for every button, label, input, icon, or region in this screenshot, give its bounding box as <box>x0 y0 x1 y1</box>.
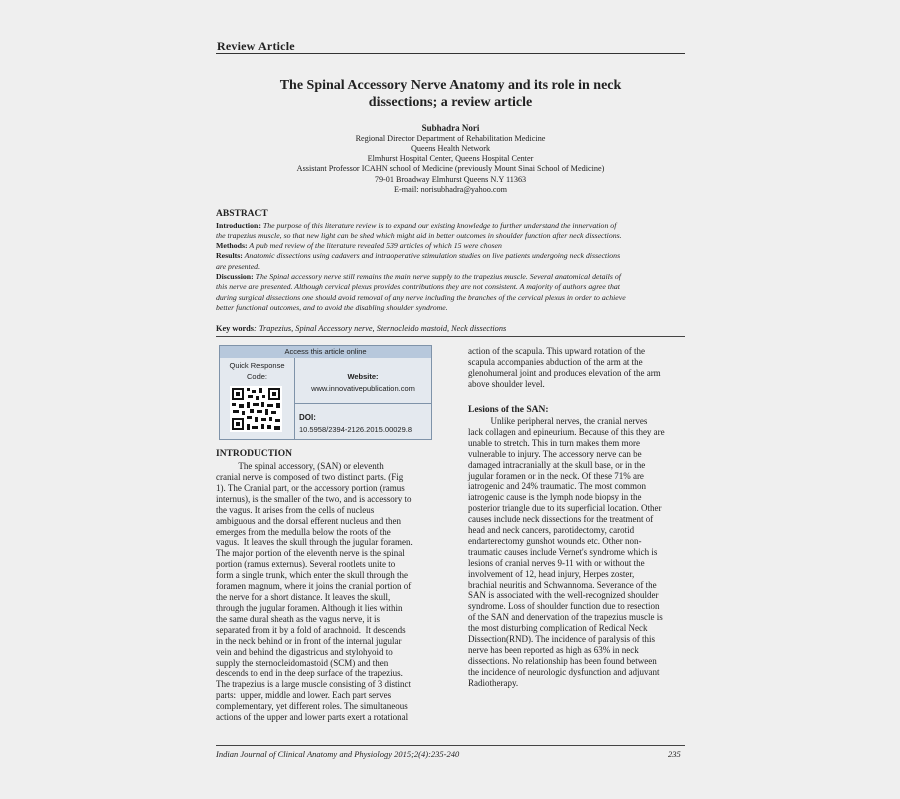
body-text-line: vein and behind the digastricus and stylohyoid to <box>216 646 393 657</box>
keywords-divider <box>216 336 685 337</box>
body-text-line: scapula accompanies abduction of the arm at the <box>468 356 643 367</box>
abstract-line: during surgical dissections one should avoid removal of any nerve including the branches of the cervical plexus in order to achieve <box>216 293 626 302</box>
body-text-line: unable to stretch. This in turn makes them more <box>468 437 641 448</box>
body-text-line: internus), is the smaller of the two, and is accessory to <box>216 493 412 504</box>
body-text-line: iatrogenic cause is the lymph node biopsy in the <box>468 492 642 503</box>
website-link[interactable]: www.innovativepublication.com <box>311 384 415 393</box>
body-text-line: vagus. It leaves the skull through the jugular foramen. <box>216 537 413 548</box>
body-text-line: traumatic causes include Vernet's syndrome which is <box>468 546 658 557</box>
body-text-line: nerve has been reported as high as 63% in neck <box>468 644 639 655</box>
body-text-line: The spinal accessory, (SAN) or eleventh <box>216 461 384 471</box>
body-text-line: the same dural sheath as the vagus nerve, it is <box>216 613 380 624</box>
abstract-line: Discussion: The Spinal accessory nerve still remains the main nerve supply to the trapezius muscle. Several anatomical details of <box>216 272 621 281</box>
body-text-line: syndrome. Loss of shoulder function due to resection <box>468 601 660 612</box>
lesions-heading: Lesions of the SAN: <box>468 405 549 415</box>
access-article-box <box>219 345 432 440</box>
abstract-line: better functional outcomes, and to avoid the disabling shoulder syndrome. <box>216 303 448 312</box>
body-text-line: complementary, yet different roles. The simultaneous <box>216 701 408 712</box>
body-text-line: Dissection(RND). The incidence of paralysis of this <box>468 634 656 644</box>
qr-label: Quick Response Code: <box>229 361 285 381</box>
body-text-line: the incidence of neurologic dysfunction and adjuvant <box>468 666 660 677</box>
body-text-line: the most disturbing complication of Redical Neck <box>468 623 648 634</box>
body-text-line: involvement of 12, head injury, Herpes zoster, <box>468 568 635 579</box>
body-text-line: glenohumeral joint and produces elevation of the arm <box>468 367 661 378</box>
body-text-line: jugular foramen or in the neck. Of these 71% are <box>468 470 644 481</box>
body-text-line: damaged intracranially at the skull base, or in the <box>468 459 646 470</box>
body-text-line: in the neck behind or in front of the internal jugular <box>216 635 402 646</box>
introduction-heading: INTRODUCTION <box>216 449 293 459</box>
body-text-line: iatrogenic and 24% traumatic. The most common <box>468 481 647 492</box>
abstract-heading: ABSTRACT <box>216 209 268 219</box>
title-line-2: dissections; a review article <box>368 95 533 110</box>
abstract-line: the trapezius muscle, so that new light can be shed which might aid in better outcomes in shoulder function after neck dissections. <box>216 231 622 240</box>
abstract-line: are presented. <box>216 262 261 271</box>
body-text-line: SAN is associated with the well-recognized shoulder <box>468 590 659 601</box>
author-name: Subhadra Nori <box>421 123 480 133</box>
footer-journal-citation: Indian Journal of Clinical Anatomy and Physiology 2015;2(4):235-240 <box>216 749 460 759</box>
body-text-line: cranial nerve is composed of two distinct parts. (Fig <box>216 471 404 482</box>
access-box-header: Access this article online <box>220 346 431 358</box>
body-text-line: Radiotherapy. <box>468 677 519 688</box>
body-text-line: lack collagen and epineurium. Because of this they are <box>468 426 665 437</box>
body-text-line: lesions of cranial nerves 9-11 with or without the <box>468 557 645 568</box>
body-text-line: causes include neck dissections for the treatment of <box>468 514 654 525</box>
affiliation-line: Queens Health Network <box>410 144 491 153</box>
abstract-line: Results: Anatomic dissections using cadavers and intraoperative stimulation studies on live patients undergoing neck dissections <box>216 251 621 260</box>
abstract-line: Methods: A pub med review of the literature revealed 539 articles of which 15 were chosen <box>216 241 502 250</box>
affiliation-line: Regional Director Department of Rehabilitation Medicine <box>355 134 546 143</box>
title-line-1: The Spinal Accessory Nerve Anatomy and its role in neck <box>279 78 622 93</box>
body-text-line: action of the scapula. This upward rotation of the <box>468 346 646 356</box>
affiliation-line: 79-01 Broadway Elmhurst Queens N.Y 11363 <box>374 175 527 184</box>
body-text-line: The trapezius is a large muscle consisting of 3 distinct <box>216 679 412 690</box>
body-text-line: emerges from the medulla below the roots of the <box>216 526 391 537</box>
affiliation-line: Assistant Professor ICAHN school of Medicine (previously Mount Sinai School of Medicine) <box>296 164 605 173</box>
website-cell <box>295 358 431 404</box>
body-text-line: vulnerable to injury. The accessory nerve can be <box>468 448 642 459</box>
footer-page-number: 235 <box>668 749 681 759</box>
author-email: E-mail: norisubhadra@yahoo.com <box>393 185 508 194</box>
abstract-line: this nerve are presented. Although cervical plexus provides contributions they are not consistent. A majority of authors agree that <box>216 282 620 291</box>
body-text-line: actions of the upper and lower parts exert a rotational <box>216 712 409 723</box>
body-text-line: dissections. No relationship has been found between <box>468 655 657 666</box>
article-title <box>216 77 685 111</box>
body-text-line: supply the sternocleidomastoid (SCM) and then <box>216 657 389 668</box>
body-text-line: through the jugular foramen. Although it lies within <box>216 602 403 613</box>
body-text-line: of the SAN and denervation of the trapezius muscle is <box>468 612 663 623</box>
body-text-line: endarterectomy gunshot wounds etc. Other non- <box>468 535 642 546</box>
body-text-line: descends to end in the deep surface of the trapezius. <box>216 668 403 679</box>
keywords: Key words: Trapezius, Spinal Accessory nerve, Sternocleido mastoid, Neck dissections <box>216 324 507 333</box>
body-text-line: form a single trunk, which enter the skull through the <box>216 570 408 581</box>
doi-link[interactable]: 10.5958/2394-2126.2015.00029.8 <box>299 425 413 434</box>
body-text-line: 1). The Cranial part, or the accessory portion (ramus <box>216 482 405 493</box>
qr-code-icon[interactable] <box>230 386 282 432</box>
website-label: Website: <box>347 372 379 381</box>
abstract-line: Introduction: The purpose of this literature review is to expand our existing knowledge to further understand the innervation of <box>216 221 617 230</box>
affiliation-line: Elmhurst Hospital Center, Queens Hospital Center <box>367 154 534 163</box>
body-text-line: above shoulder level. <box>468 378 545 389</box>
section-label: Review Article <box>217 39 295 53</box>
body-text-line: ambiguous and the dorsal efferent nucleus and then <box>216 515 402 526</box>
body-text-line: The major portion of the eleventh nerve is the spinal <box>216 548 405 559</box>
header-divider <box>216 53 685 54</box>
body-text-line: Unlike peripheral nerves, the cranial nerves <box>468 416 648 426</box>
body-text-line: the vagus. It arises from the cells of nucleus <box>216 504 375 515</box>
body-text-line: brachial neuritis and Schwannoma. Severance of the <box>468 579 657 590</box>
doi-label: DOI: <box>299 413 316 422</box>
body-text-line: posterior triangle due to its superficial location. Other <box>468 503 662 514</box>
body-text-line: head and neck cancers, parotidectomy, carotid <box>468 525 635 535</box>
body-text-line: portion (ramus externus). Several rootlets unite to <box>216 559 396 570</box>
body-text-line: separated from it by a fold of arachnoid. It descends <box>216 624 406 635</box>
qr-cell <box>220 358 295 439</box>
body-text-line: the nerve for a short distance. It leaves the skull, <box>216 592 391 603</box>
footer-divider <box>216 745 685 746</box>
body-text-line: foramen magnum, where it joins the cranial portion of <box>216 581 412 592</box>
body-text-line: parts: upper, middle and lower. Each part serves <box>216 690 392 701</box>
